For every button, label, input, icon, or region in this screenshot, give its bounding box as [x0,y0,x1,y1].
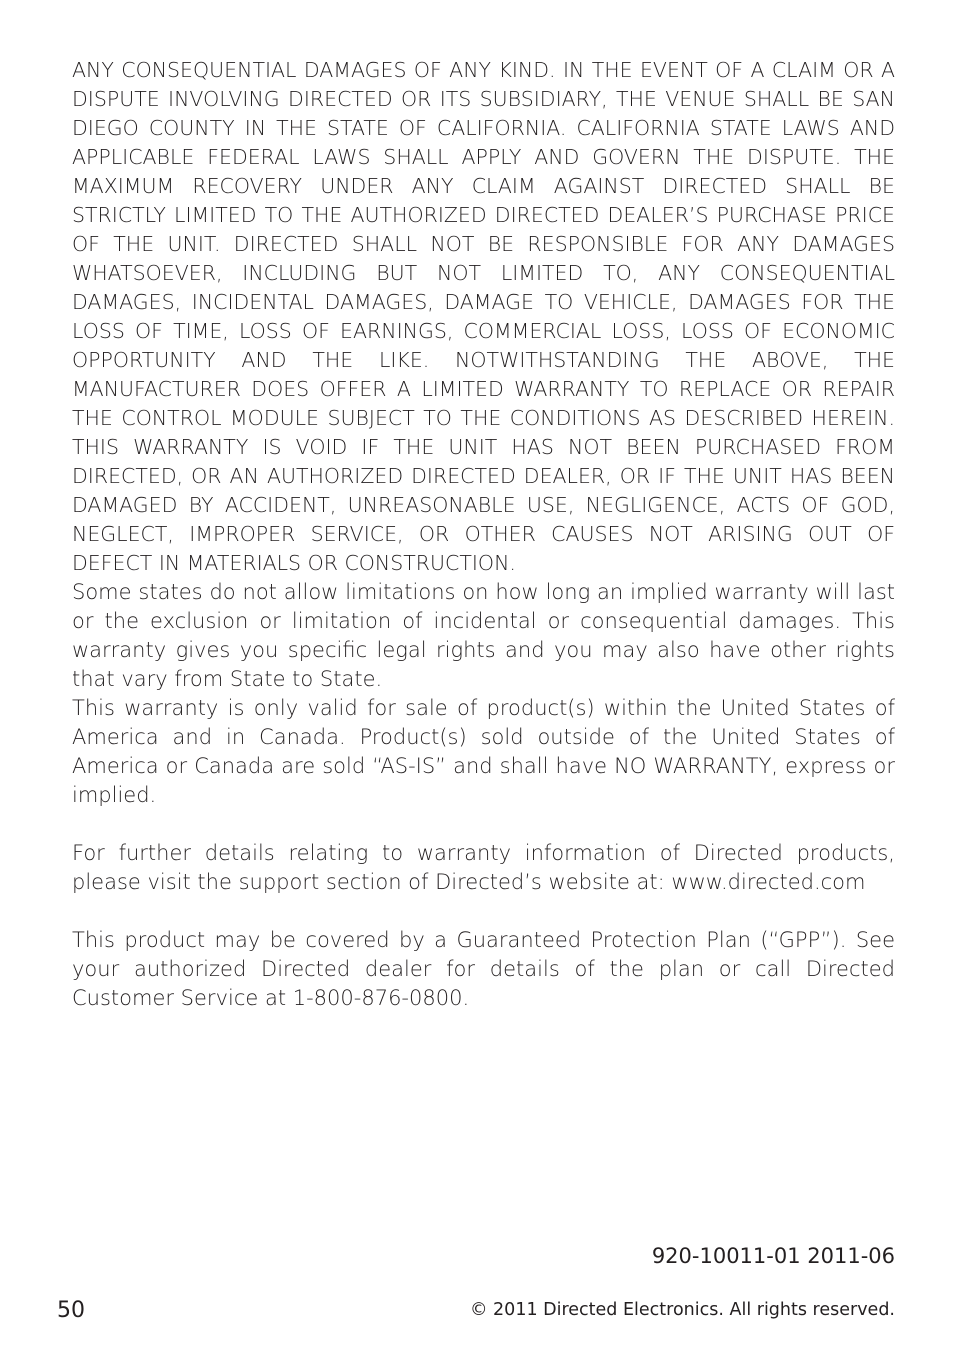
page-body [72,56,895,1013]
validity-paragraph: This warranty is only valid for sale of product(s) within the United States of America and in Canada. Product(s) sold outside of the United States of America or Canada are sold “AS-IS” and shall have NO WARRANTY, express or implied. [72,696,895,807]
document-number: 920-10011-01 2011-06 [651,1244,895,1268]
page-number: 50 [57,1298,85,1323]
disclaimer-paragraph: ANY CONSEQUENTIAL DAMAGES OF ANY KIND. IN THE EVENT OF A CLAIM OR A DISPUTE INVOLVING DIRECTED OR ITS SUBSIDIARY, THE VENUE SHALL BE SAN DIEGO COUNTY IN THE STATE OF CALIFORNIA. CALIFORNIA STATE LAWS AND APPLICABLE FEDERAL LAWS SHALL APPLY AND GOVERN THE DISPUTE. THE MAXIMUM RECOVERY UNDER ANY CLAIM AGAINST DIRECTED SHALL BE STRICTLY LIMITED TO THE AUTHORIZED DIRECTED DEALER’S PURCHASE PRICE OF THE UNIT. DIRECTED SHALL NOT BE RESPONSIBLE FOR ANY DAMAGES WHATSOEVER, INCLUDING BUT NOT LIMITED TO, ANY CONSEQUENTIAL DAMAGES, INCIDENTAL DAMAGES, DAMAGE TO VEHICLE, DAMAGES FOR THE LOSS OF TIME, LOSS OF EARNINGS, COMMERCIAL LOSS, LOSS OF ECONOMIC OPPORTUNITY AND THE LIKE. NOTWITHSTANDING THE ABOVE, THE MANUFACTURER DOES OFFER A LIMITED WARRANTY TO REPLACE OR REPAIR THE CONTROL MODULE SUBJECT TO THE CONDITIONS AS DESCRIBED HEREIN. THIS WARRANTY IS VOID IF THE UNIT HAS NOT BEEN PURCHASED FROM DIRECTED, OR AN AUTHORIZED DIRECTED DEALER, OR IF THE UNIT HAS BEEN DAMAGED BY ACCIDENT, UNREASONABLE USE, NEGLIGENCE, ACTS OF GOD, NEGLECT, IMPROPER SERVICE, OR OTHER CAUSES NOT ARISING OUT OF DEFECT IN MATERIALS OR CONSTRUCTION. [72,58,895,575]
copyright-notice: © 2011 Directed Electronics. All rights reserved. [469,1300,895,1320]
state-limits-paragraph: Some states do not allow limitations on how long an implied warranty will last or the exclusion or limitation of incidental or consequential damages. This warranty gives you specific legal rights and you may also have other rights that vary from State to State. [72,580,895,691]
gpp-paragraph: This product may be covered by a Guaranteed Protection Plan (“GPP”). See your authorized Directed dealer for details of the plan or call Directed Customer Service at 1-800-876-0800. [72,928,895,1010]
further-details-paragraph: For further details relating to warranty information of Directed products, please visit the support section of Directed’s website at: www.directed.com [72,841,895,894]
